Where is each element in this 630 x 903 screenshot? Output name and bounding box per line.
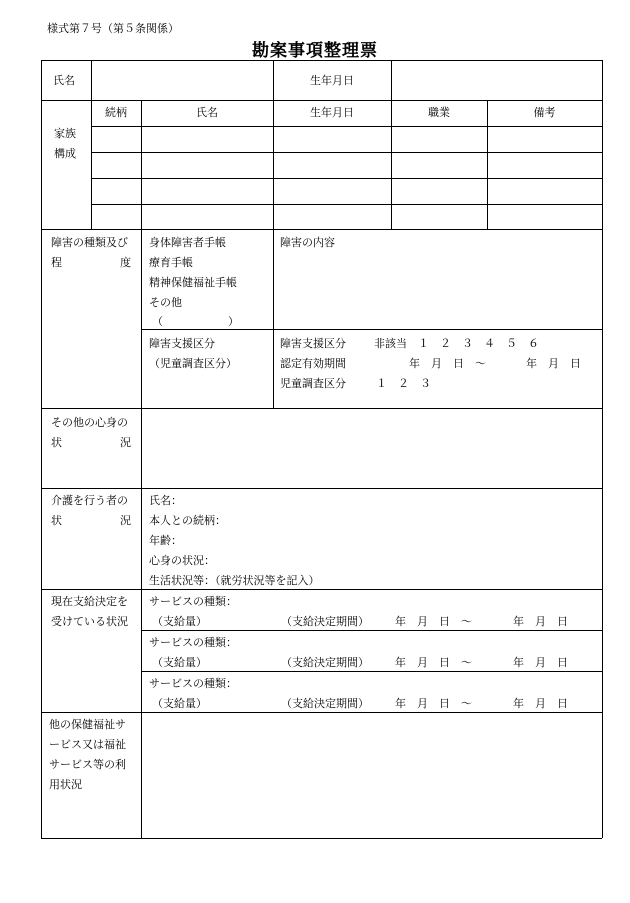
child-survey-label: （児童調査区分） — [149, 357, 237, 370]
validity-label: 認定有効期間 — [280, 357, 346, 370]
benefit-1-service-label: サービスの種類： — [149, 595, 237, 608]
other-services-label-line4: 用状況 — [49, 778, 82, 791]
caregiver-label — [51, 494, 131, 528]
benefit-3-from: 年 月 日 ～ — [395, 697, 472, 710]
applicant-name-label: 氏名 — [53, 74, 75, 87]
caregiver-relation: 本人との続柄： — [149, 514, 226, 527]
validity-to: 年 月 日 — [526, 357, 581, 370]
benefit-3-amount-label: （支給量） — [152, 697, 207, 710]
applicant-birthdate-label: 生年月日 — [310, 74, 354, 87]
benefit-2-amount-label: （支給量） — [152, 656, 207, 669]
family-header-relation: 続柄 — [105, 106, 127, 119]
benefit-3-period-label: （支給決定期間） — [281, 697, 369, 710]
caregiver-label-line2b: 況 — [120, 514, 131, 527]
caregiver-living-status: 生活状況等：（就労状況等を記入） — [149, 574, 320, 587]
benefit-1-to: 年 月 日 — [513, 615, 568, 628]
handbook-mental: 精神保健福祉手帳 — [149, 276, 237, 289]
child-survey-row-label: 児童調査区分 — [280, 377, 346, 390]
caregiver-label-line2a: 状 — [51, 514, 62, 527]
benefit-2-period-label: （支給決定期間） — [281, 656, 369, 669]
other-condition-label — [51, 416, 131, 450]
benefit-3-service-label: サービスの種類： — [149, 677, 237, 690]
other-services-label-line1: 他の保健福祉サ — [49, 718, 126, 731]
page-title: 勘案事項整理票 — [252, 41, 378, 61]
caregiver-label-line1: 介護を行う者の — [51, 494, 128, 507]
caregiver-condition: 心身の状況： — [149, 554, 215, 567]
other-condition-label-line2a: 状 — [51, 436, 62, 449]
family-label-line2: 構成 — [54, 147, 76, 160]
disability-label-line2a: 程 — [51, 256, 62, 269]
disability-label-line1: 障害の種類及び — [51, 236, 128, 249]
other-paren-open: （ — [152, 315, 163, 328]
support-class-row-label: 障害支援区分 — [280, 337, 346, 350]
benefit-2-service-label: サービスの種類： — [149, 636, 237, 649]
benefit-1-amount-label: （支給量） — [152, 615, 207, 628]
family-label-line1: 家族 — [54, 127, 76, 140]
current-benefits-label-line1: 現在支給決定を — [51, 595, 128, 608]
caregiver-age: 年齢： — [149, 534, 182, 547]
caregiver-name: 氏名： — [149, 494, 182, 507]
family-header-occupation: 職業 — [428, 106, 450, 119]
handbook-physical: 身体障害者手帳 — [149, 236, 226, 249]
family-header-name: 氏名 — [196, 106, 218, 119]
support-class-options: 非該当 １ ２ ３ ４ ５ ６ — [374, 337, 539, 350]
other-paren-close: ） — [228, 315, 239, 328]
handbook-rehabilitation: 療育手帳 — [149, 256, 193, 269]
support-class-label: 障害支援区分 — [149, 337, 215, 350]
benefit-3-to: 年 月 日 — [513, 697, 568, 710]
other-condition-label-line2b: 況 — [120, 436, 131, 449]
child-survey-options: １ ２ ３ — [376, 377, 431, 390]
disability-label-line2b: 度 — [120, 256, 131, 269]
family-header-birthdate: 生年月日 — [310, 106, 354, 119]
disability-content-label: 障害の内容 — [280, 236, 335, 249]
family-header-remarks: 備考 — [533, 106, 556, 119]
other-services-label-line2: ービス又は福祉 — [49, 738, 126, 751]
benefit-2-from: 年 月 日 ～ — [395, 656, 472, 669]
benefit-1-from: 年 月 日 ～ — [395, 615, 472, 628]
validity-from: 年 月 日 ～ — [409, 357, 486, 370]
other-condition-label-line1: その他の心身の — [51, 416, 128, 429]
form-number: 様式第７号（第５条関係） — [47, 22, 179, 35]
handbook-other: その他 — [149, 296, 182, 309]
benefit-2-to: 年 月 日 — [513, 656, 568, 669]
other-services-label-line3: サービス等の利 — [49, 758, 126, 771]
benefit-1-period-label: （支給決定期間） — [281, 615, 369, 628]
current-benefits-label-line2: 受けている状況 — [51, 615, 128, 628]
disability-label — [51, 236, 131, 270]
